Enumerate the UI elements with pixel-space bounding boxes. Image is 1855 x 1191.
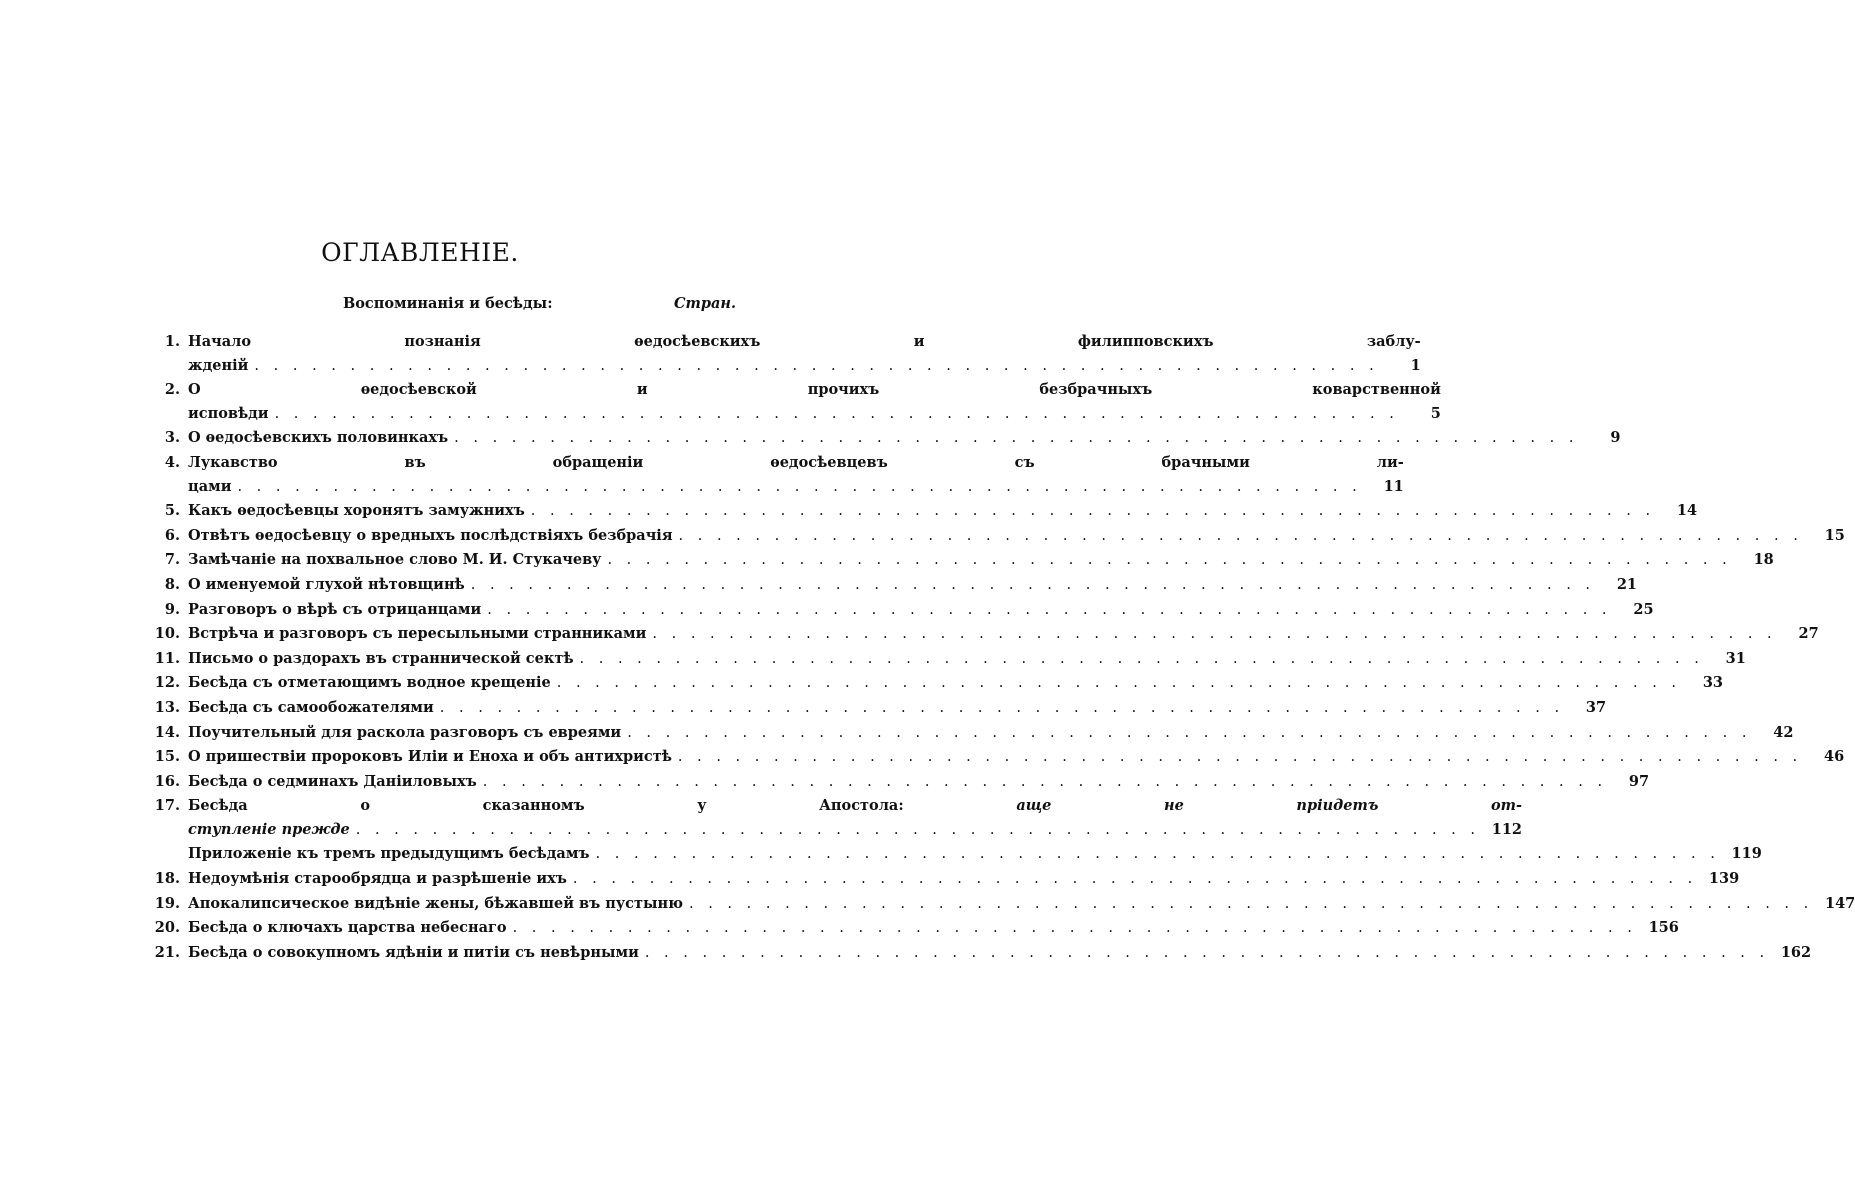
- entry-title: Приложеніе къ тремъ предыдущимъ бесѣдамъ: [188, 845, 590, 863]
- toc-entry: [150, 745, 1845, 770]
- toc-entry: [150, 770, 1650, 795]
- dot-leader: [237, 476, 1361, 500]
- dot-leader: [607, 549, 1731, 573]
- entry-page-number: 31: [1725, 649, 1746, 667]
- dot-leader: [513, 917, 1637, 941]
- entry-text-line: Бесѣда о сказанномъ у Апостола: аще не пріидетъ от-: [188, 797, 1523, 815]
- dot-leader: [678, 746, 1802, 770]
- entry-page-number: 18: [1753, 551, 1774, 569]
- entry-number: 6.: [164, 526, 180, 544]
- entry-number: 3.: [164, 429, 180, 447]
- entry-page-number: 5: [1430, 404, 1441, 422]
- toc-entry: [150, 622, 1819, 647]
- entry-number: 18.: [154, 870, 180, 888]
- dot-leader: [275, 403, 1399, 427]
- entry-text-line: О ѳедосѣевской и прочихъ безбрачныхъ коварственной: [188, 381, 1441, 399]
- entry-page-number: 42: [1773, 723, 1794, 741]
- entry-title: Бесѣда о ключахъ царства небеснаго: [188, 919, 507, 937]
- entry-page-number: 119: [1731, 845, 1762, 863]
- entry-number: 1.: [164, 333, 180, 350]
- entry-title: цами: [188, 477, 232, 495]
- entry-number: 21.: [154, 943, 180, 961]
- entry-page-number: 21: [1616, 575, 1638, 593]
- dot-leader: [454, 427, 1578, 451]
- entry-page-number: 139: [1708, 870, 1740, 888]
- page-title: ОГЛАВЛЕНІЕ.: [321, 238, 519, 267]
- dot-leader: [557, 672, 1681, 696]
- entry-number: 20.: [154, 919, 180, 937]
- entry-page-number: 156: [1648, 919, 1679, 937]
- dot-leader: [254, 355, 1378, 379]
- dot-leader: [471, 574, 1595, 598]
- dot-leader: [645, 942, 1769, 966]
- dot-leader: [356, 819, 1480, 843]
- entry-page-number: 14: [1676, 502, 1698, 520]
- entry-number: 10.: [154, 625, 180, 643]
- entry-title: Поучительный для раскола разговоръ съ евреями: [188, 723, 622, 741]
- entry-title: исповѣди: [188, 404, 269, 422]
- entry-number: 19.: [154, 894, 180, 912]
- entry-page-number: 33: [1702, 674, 1724, 692]
- toc-entry: [150, 721, 1794, 746]
- entry-page-number: 37: [1585, 698, 1607, 716]
- entry-page-number: 147: [1824, 894, 1855, 912]
- toc-entry: [150, 892, 1855, 917]
- toc-entry: [150, 941, 1812, 966]
- dot-leader: [531, 500, 1655, 524]
- entry-number: 9.: [164, 600, 180, 618]
- toc-entry: [150, 378, 1441, 426]
- dot-leader: [652, 623, 1776, 647]
- entry-number: 17.: [154, 797, 180, 815]
- entry-page-number: 25: [1633, 600, 1654, 618]
- entry-title: Недоумѣнія старообрядца и разрѣшеніе ихъ: [188, 870, 567, 888]
- entry-text-line: Лукавство въ обращеніи ѳедосѣевцевъ съ брачными ли-: [188, 453, 1404, 471]
- entry-page-number: 11: [1383, 477, 1404, 495]
- toc-entry: [150, 524, 1845, 549]
- entry-title: Апокалипсическое видѣніе жены, бѣжавшей въ пустыню: [188, 894, 683, 912]
- entry-number: 2.: [164, 381, 180, 399]
- entry-title: О именуемой глухой нѣтовщинѣ: [188, 575, 465, 593]
- entry-page-number: 15: [1824, 526, 1845, 544]
- entry-title: Какъ ѳедосѣевцы хоронятъ замужнихъ: [188, 502, 525, 520]
- entry-number: 11.: [154, 649, 180, 667]
- entry-title: Отвѣтъ ѳедосѣевцу о вредныхъ послѣдствіяхъ безбрачія: [188, 526, 673, 544]
- entry-number: 14.: [154, 723, 180, 741]
- entry-number: 8.: [164, 575, 180, 593]
- entry-title: Бесѣда съ отметающимъ водное крещеніе: [188, 674, 551, 692]
- page-column-label: Стран.: [673, 295, 736, 312]
- entry-title: Замѣчаніе на похвальное слово М. И. Стукачеву: [188, 551, 602, 569]
- dot-leader: [573, 868, 1697, 892]
- toc-entry: [150, 794, 1523, 842]
- entry-page-number: 27: [1798, 625, 1819, 643]
- entry-title: Письмо о раздорахъ въ страннической сектѣ: [188, 649, 574, 667]
- dot-leader: [483, 771, 1607, 795]
- entry-title: жденій: [188, 356, 249, 374]
- dot-leader: [689, 893, 1813, 917]
- section-label: Воспоминанія и бесѣды:: [343, 295, 553, 312]
- entry-page-number: 97: [1628, 772, 1650, 790]
- toc-header: [150, 295, 736, 317]
- entry-number: 5.: [164, 502, 180, 520]
- entry-title: Бесѣда о седминахъ Даніиловыхъ: [188, 772, 477, 790]
- toc-entry: [150, 499, 1698, 524]
- entry-number: 12.: [154, 674, 180, 692]
- toc-entry: [150, 696, 1607, 721]
- toc-entry: [150, 330, 1421, 378]
- toc-entry: [150, 426, 1621, 451]
- entry-page-number: 9: [1610, 429, 1621, 447]
- entry-title: О пришествіи пророковъ Иліи и Еноха и объ антихристѣ: [188, 748, 672, 766]
- toc-entry: [150, 916, 1679, 941]
- toc-entry: [150, 671, 1724, 696]
- dot-leader: [440, 697, 1564, 721]
- entry-title: ступленіе прежде: [188, 820, 350, 838]
- table-of-contents: [150, 330, 1855, 965]
- entry-number: 16.: [154, 772, 180, 790]
- dot-leader: [627, 722, 1751, 746]
- entry-number: 15.: [154, 748, 180, 766]
- entry-page-number: 112: [1491, 820, 1523, 838]
- toc-entry: [150, 548, 1774, 573]
- entry-page-number: 46: [1823, 748, 1845, 766]
- entry-number: 13.: [154, 698, 180, 716]
- entry-page-number: 1: [1410, 356, 1421, 374]
- entry-title: О ѳедосѣевскихъ половинкахъ: [188, 429, 449, 447]
- entry-title: Разговоръ о вѣрѣ съ отрицанцами: [188, 600, 482, 618]
- entry-text-line: Начало познанія ѳедосѣевскихъ и филипповскихъ заблу-: [188, 333, 1421, 350]
- entry-page-number: 162: [1780, 943, 1812, 961]
- toc-entry: [150, 867, 1740, 892]
- entry-title: Встрѣча и разговоръ съ пересыльными странниками: [188, 625, 647, 643]
- dot-leader: [580, 648, 1704, 672]
- dot-leader: [596, 843, 1720, 867]
- entry-title: Бесѣда съ самообожателями: [188, 698, 434, 716]
- entry-title: Бесѣда о совокупномъ ядѣніи и питіи съ невѣрными: [188, 943, 639, 961]
- entry-number: 4.: [164, 453, 180, 471]
- dot-leader: [679, 525, 1803, 549]
- toc-entry: [150, 573, 1638, 598]
- toc-entry: [150, 647, 1746, 672]
- toc-entry: [150, 451, 1404, 499]
- entry-number: 7.: [164, 551, 180, 569]
- dot-leader: [487, 599, 1611, 623]
- toc-entry: [150, 598, 1654, 623]
- toc-entry: [150, 842, 1762, 867]
